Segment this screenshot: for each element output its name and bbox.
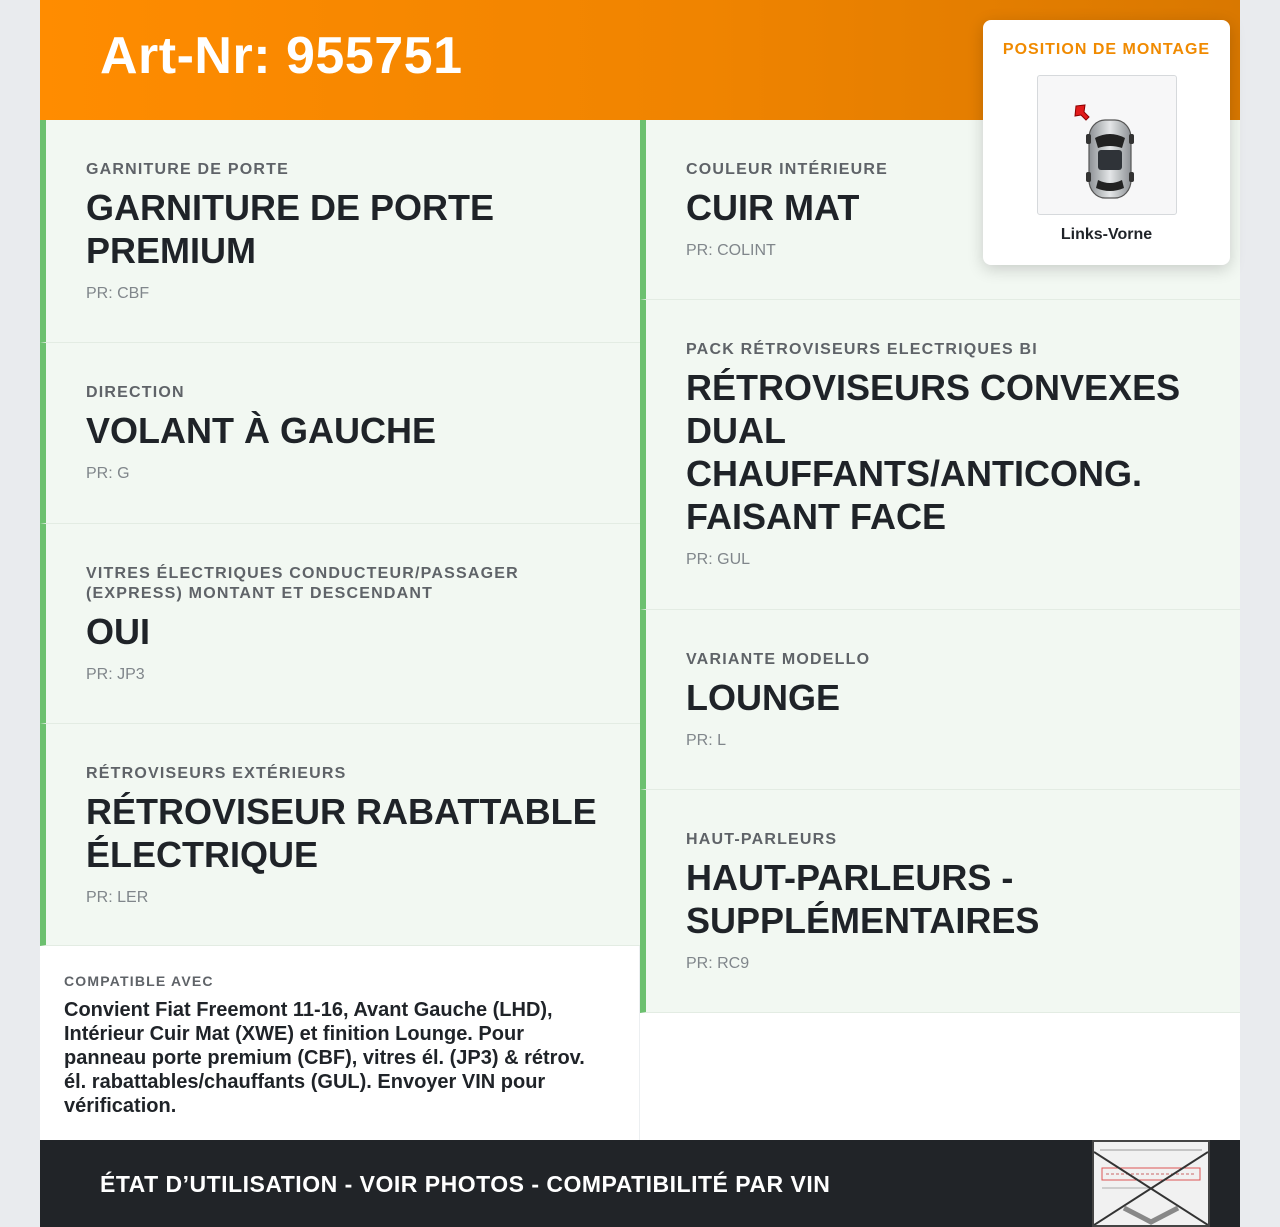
spec-pr-code: PR: COLINT	[686, 242, 776, 259]
footer-condition-text: ÉTAT D’UTILISATION - VOIR PHOTOS - COMPATIBILITÉ PAR VIN	[100, 1171, 831, 1197]
spec-value: CUIR MAT	[686, 187, 860, 228]
spec-label: HAUT-PARLEURS	[686, 831, 838, 848]
spec-label: COULEUR INTÉRIEURE	[686, 161, 889, 178]
stamp-graphic	[1094, 1142, 1208, 1225]
spec-cell-door-trim	[40, 120, 640, 343]
spec-sheet	[40, 0, 1240, 1227]
spec-cell-speakers	[640, 790, 1240, 1013]
spec-cell-model-variant	[640, 610, 1240, 790]
compatibility-text: Convient Fiat Freemont 11-16, Avant Gauche (LHD), Intérieur Cuir Mat (XWE) et finition Lounge. Pour panneau porte premium (CBF), vitres él. (JP3) & rétrov. él. rabattables/chauffants (GUL). Envoyer VIN pour vérification.	[64, 999, 585, 1117]
spec-value: HAUT-PARLEURS - SUPPLÉMENTAIRES	[686, 857, 1040, 941]
spec-pr-code: PR: RC9	[686, 955, 750, 972]
spec-cell-steering	[40, 343, 640, 524]
spec-value: GARNITURE DE PORTE PREMIUM	[86, 187, 495, 271]
mounting-position-card	[983, 20, 1230, 265]
spec-cell-mirror-pack	[640, 300, 1240, 610]
spec-pr-code: PR: G	[86, 465, 130, 482]
spec-label: VARIANTE MODELLO	[686, 651, 871, 668]
spec-pr-code: PR: L	[686, 732, 727, 749]
spec-pr-code: PR: CBF	[86, 285, 150, 302]
spec-value: OUI	[86, 611, 151, 652]
spec-pr-code: PR: LER	[86, 889, 149, 906]
compatibility-label: COMPATIBLE AVEC	[64, 973, 214, 989]
spec-cell-power-windows	[40, 524, 640, 724]
spec-label: GARNITURE DE PORTE	[86, 161, 289, 178]
spec-pr-code: PR: JP3	[86, 666, 145, 683]
spec-label: DIRECTION	[86, 384, 185, 401]
vehicle-registration-stamp-icon	[1092, 1140, 1210, 1227]
spec-value: RÉTROVISEURS CONVEXES DUAL CHAUFFANTS/ANTICONG. FAISANT FACE	[686, 367, 1181, 537]
spec-value: RÉTROVISEUR RABATTABLE ÉLECTRIQUE	[86, 791, 597, 875]
footer-bar	[40, 1140, 1240, 1227]
mounting-position-value: Links-Vorne	[1060, 226, 1153, 243]
compatibility-box	[40, 946, 640, 1140]
spec-label: VITRES ÉLECTRIQUES CONDUCTEUR/PASSAGER (EXPRESS) MONTANT ET DESCENDANT	[86, 565, 519, 602]
article-number-title: Art-Nr: 955751	[100, 27, 463, 85]
spec-pr-code: PR: GUL	[686, 551, 751, 568]
spec-label: RÉTROVISEURS EXTÉRIEURS	[86, 765, 347, 782]
spec-value: VOLANT À GAUCHE	[86, 410, 436, 451]
spec-value: LOUNGE	[686, 677, 841, 718]
car-diagram	[1038, 76, 1178, 216]
spec-cell-exterior-mirrors	[40, 724, 640, 946]
spec-label: PACK RÉTROVISEURS ELECTRIQUES BI	[686, 341, 1038, 358]
car-top-view-icon	[1037, 75, 1177, 215]
mounting-position-label: POSITION DE MONTAGE	[1002, 41, 1211, 58]
